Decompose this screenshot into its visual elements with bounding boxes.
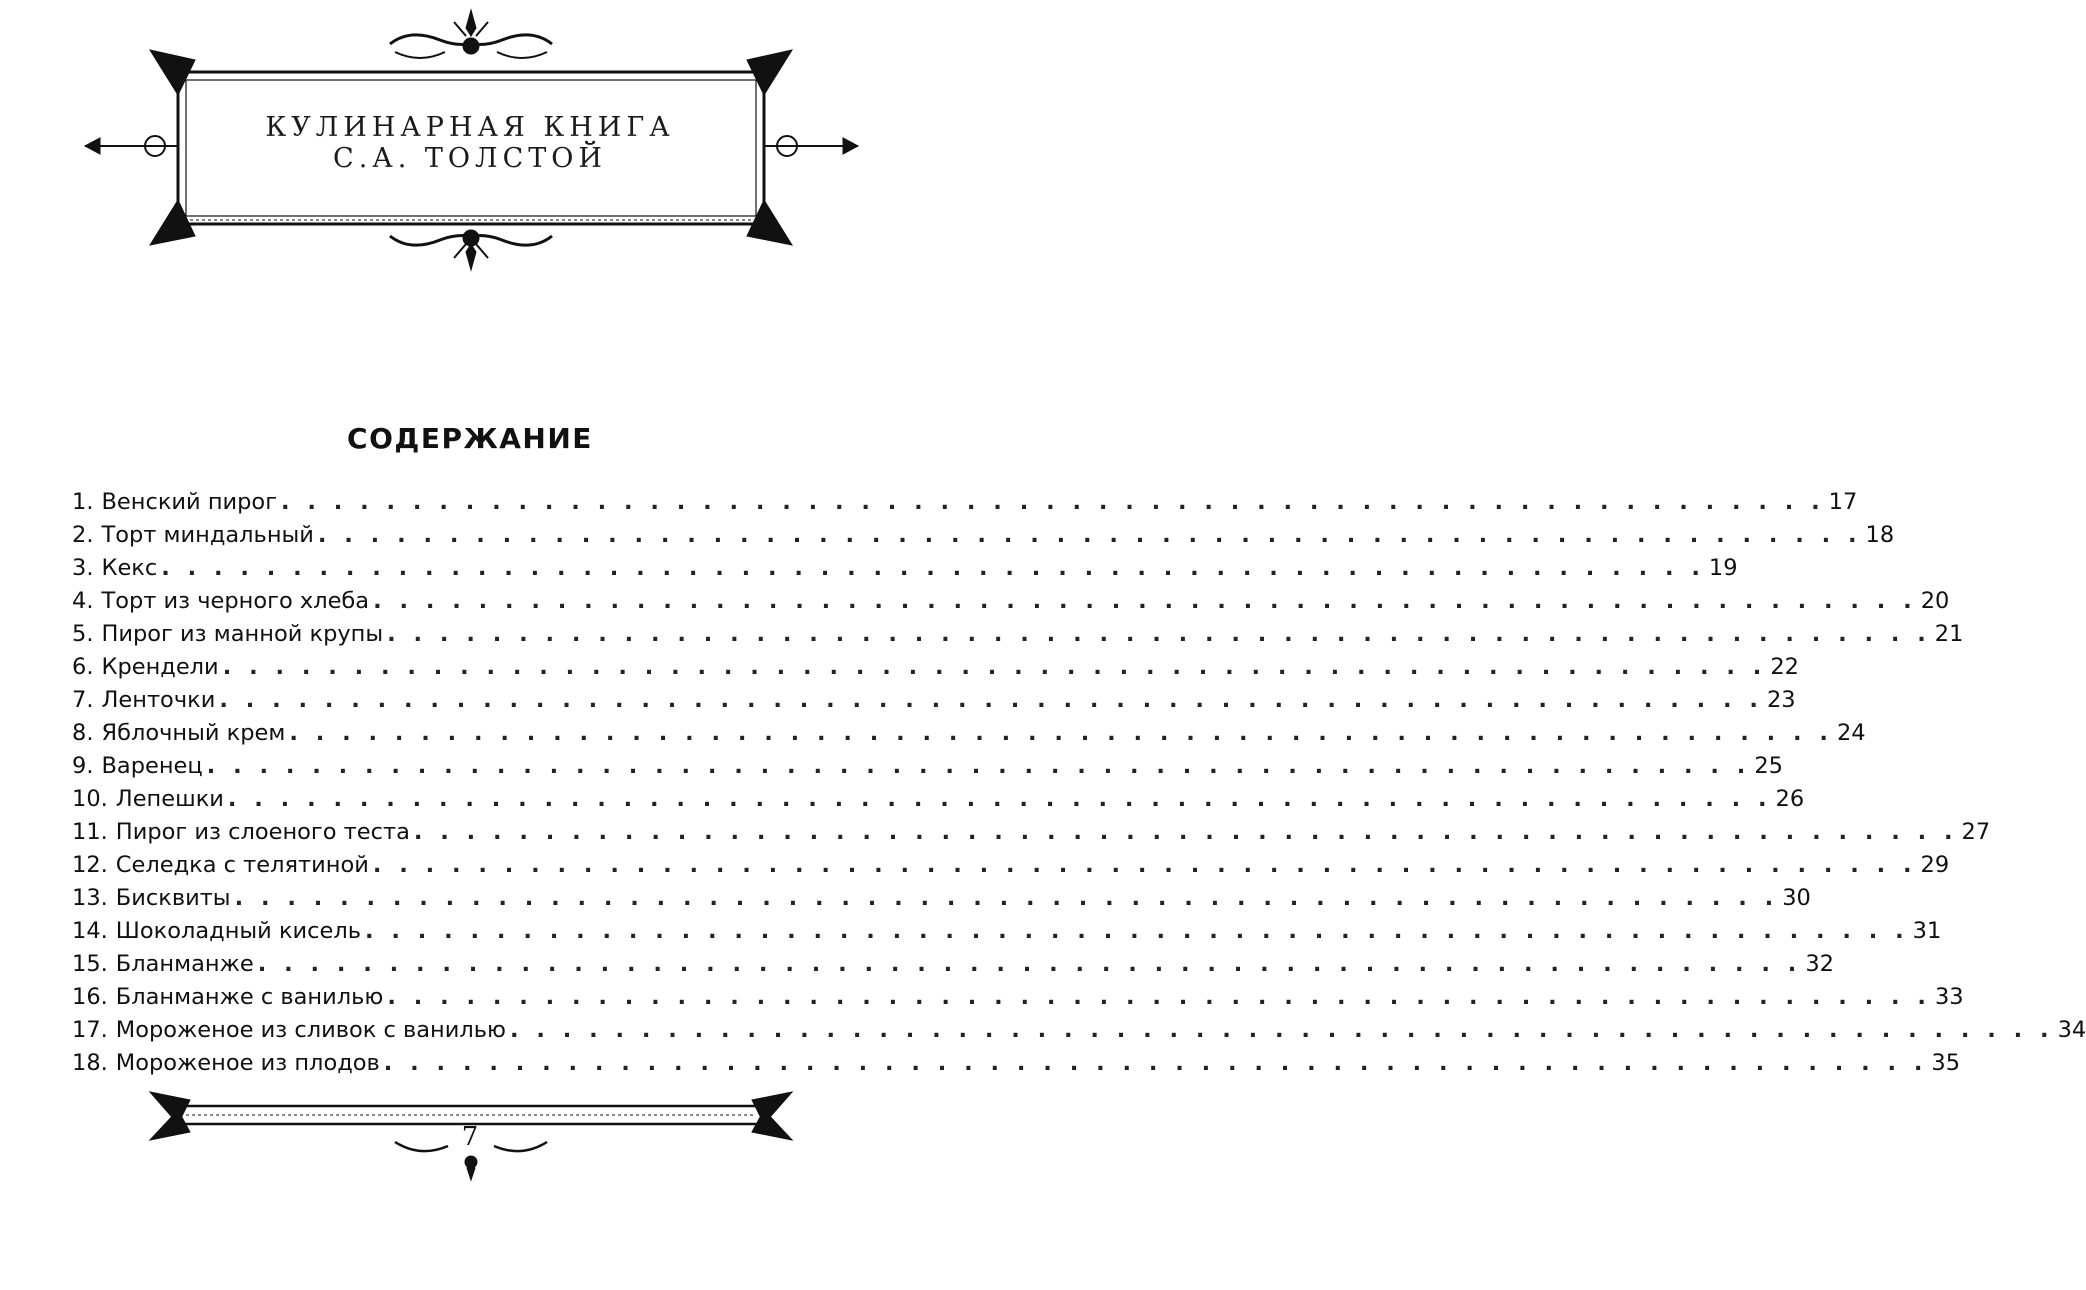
corner-flourish-icon <box>150 200 195 245</box>
entry-title: Бланманже <box>115 951 254 977</box>
entry-title: Яблочный крем <box>101 720 286 746</box>
entry-number: 1. <box>72 489 94 515</box>
entry-page: 33 <box>1934 984 1964 1010</box>
dot-leader: . . . . . . . . . . . . . . . . . . . . . . . . . . . . . . . . . . . . . . . . . . . . . . . . . . . . . . . . . . . <box>257 951 1802 977</box>
entry-title: Пирог из манной крупы <box>101 621 384 647</box>
entry-title: Селедка с телятиной <box>115 852 369 878</box>
entry-title: Ленточки <box>101 687 216 713</box>
toc-entry <box>72 981 1964 1014</box>
entry-title: Варенец <box>101 753 203 779</box>
entry-page: 23 <box>1766 687 1796 713</box>
toc-entry <box>72 519 1895 552</box>
entry-page: 20 <box>1920 588 1950 614</box>
entry-title: Кекс <box>101 555 158 581</box>
dot-leader: . . . . . . . . . . . . . . . . . . . . . . . . . . . . . . . . . . . . . . . . . . . . . . . . . . . . . . . . . . . <box>281 489 1825 515</box>
entry-page: 32 <box>1805 951 1834 977</box>
entry-title: Шоколадный кисель <box>115 918 362 944</box>
toc-heading: СОДЕРЖАНИЕ <box>347 422 593 455</box>
dot-leader: . . . . . . . . . . . . . . . . . . . . . . . . . . . . . . . . . . . . . . . . . . . . . . . . . . . . . . . . . . . <box>161 555 1705 581</box>
toc-entry <box>72 816 1991 849</box>
corner-flourish-icon <box>150 50 195 95</box>
entry-page: 30 <box>1782 885 1811 911</box>
entry-title: Торт миндальный <box>101 522 314 548</box>
entry-number: 10. <box>72 786 108 812</box>
toc-entry <box>72 1047 1961 1080</box>
toc-entry <box>72 651 1799 684</box>
page-number: 7 <box>461 1122 479 1152</box>
entry-page: 21 <box>1934 621 1964 647</box>
toc-entry <box>72 684 1796 717</box>
entry-title: Мороженое из сливок с ванилью <box>115 1017 506 1043</box>
entry-title: Пирог из слоеного теста <box>115 819 410 845</box>
entry-number: 5. <box>72 621 94 647</box>
toc-entry <box>72 552 1738 585</box>
entry-title: Лепешки <box>115 786 224 812</box>
dot-leader: . . . . . . . . . . . . . . . . . . . . . . . . . . . . . . . . . . . . . . . . . . . . . . . . . . . . . . . . . . . <box>234 885 1779 911</box>
dot-leader: . . . . . . . . . . . . . . . . . . . . . . . . . . . . . . . . . . . . . . . . . . . . . . . . . . . . . . . . . . . <box>222 654 1767 680</box>
book-title: КУЛИНАРНАЯ КНИГА <box>265 112 675 143</box>
entry-number: 6. <box>72 654 94 680</box>
table-of-contents <box>72 486 2086 1080</box>
dot-leader: . . . . . . . . . . . . . . . . . . . . . . . . . . . . . . . . . . . . . . . . . . . . . . . . . . . . . . . . . . . <box>219 687 1763 713</box>
entry-number: 13. <box>72 885 108 911</box>
dot-leader: . . . . . . . . . . . . . . . . . . . . . . . . . . . . . . . . . . . . . . . . . . . . . . . . . . . . . . . . . . . <box>206 753 1751 779</box>
top-scroll-ornament-icon <box>390 10 552 58</box>
entry-number: 2. <box>72 522 94 548</box>
entry-title: Бланманже с ванилью <box>115 984 384 1010</box>
entry-title: Венский пирог <box>101 489 278 515</box>
entry-title: Торт из черного хлеба <box>101 588 370 614</box>
dot-leader: . . . . . . . . . . . . . . . . . . . . . . . . . . . . . . . . . . . . . . . . . . . . . . . . . . . . . . . . . . . <box>227 786 1772 812</box>
dot-leader: . . . . . . . . . . . . . . . . . . . . . . . . . . . . . . . . . . . . . . . . . . . . . . . . . . . . . . . . . . . <box>387 621 1931 647</box>
entry-page: 25 <box>1754 753 1783 779</box>
entry-number: 14. <box>72 918 108 944</box>
entry-number: 3. <box>72 555 94 581</box>
toc-entry <box>72 486 1858 519</box>
entry-title: Бисквиты <box>115 885 231 911</box>
entry-page: 35 <box>1931 1050 1961 1076</box>
entry-page: 22 <box>1770 654 1799 680</box>
toc-entry <box>72 783 1805 816</box>
dot-leader: . . . . . . . . . . . . . . . . . . . . . . . . . . . . . . . . . . . . . . . . . . . . . . . . . . . . . . . . . . . <box>372 852 1917 878</box>
dot-leader: . . . . . . . . . . . . . . . . . . . . . . . . . . . . . . . . . . . . . . . . . . . . . . . . . . . . . . . . . . . <box>413 819 1958 845</box>
dot-leader: . . . . . . . . . . . . . . . . . . . . . . . . . . . . . . . . . . . . . . . . . . . . . . . . . . . . . . . . . . . <box>365 918 1909 944</box>
entry-page: 18 <box>1865 522 1895 548</box>
toc-entry <box>72 915 1942 948</box>
book-author: С.А. ТОЛСТОЙ <box>333 143 607 174</box>
toc-entry <box>72 948 1834 981</box>
entry-number: 15. <box>72 951 108 977</box>
entry-page: 27 <box>1961 819 1991 845</box>
entry-number: 12. <box>72 852 108 878</box>
dot-leader: . . . . . . . . . . . . . . . . . . . . . . . . . . . . . . . . . . . . . . . . . . . . . . . . . . . . . . . . . . . <box>317 522 1862 548</box>
dot-leader: . . . . . . . . . . . . . . . . . . . . . . . . . . . . . . . . . . . . . . . . . . . . . . . . . . . . . . . . . . . <box>373 588 1917 614</box>
entry-title: Мороженое из плодов <box>115 1050 380 1076</box>
entry-number: 17. <box>72 1017 108 1043</box>
entry-page: 31 <box>1912 918 1942 944</box>
toc-entry <box>72 750 1783 783</box>
toc-entry <box>72 1014 2086 1047</box>
entry-title: Крендели <box>101 654 219 680</box>
entry-number: 4. <box>72 588 94 614</box>
entry-number: 18. <box>72 1050 108 1076</box>
corner-flourish-icon <box>747 200 792 245</box>
entry-number: 11. <box>72 819 108 845</box>
bottom-scroll-ornament-icon <box>390 230 552 270</box>
entry-number: 8. <box>72 720 94 746</box>
entry-page: 34 <box>2057 1017 2086 1043</box>
entry-page: 19 <box>1708 555 1738 581</box>
entry-number: 9. <box>72 753 94 779</box>
toc-entry <box>72 585 1950 618</box>
entry-page: 26 <box>1775 786 1805 812</box>
dot-leader: . . . . . . . . . . . . . . . . . . . . . . . . . . . . . . . . . . . . . . . . . . . . . . . . . . . . . . . . . . . <box>289 720 1833 746</box>
dot-leader: . . . . . . . . . . . . . . . . . . . . . . . . . . . . . . . . . . . . . . . . . . . . . . . . . . . . . . . . . . . <box>509 1017 2054 1043</box>
toc-entry <box>72 618 1964 651</box>
dot-leader: . . . . . . . . . . . . . . . . . . . . . . . . . . . . . . . . . . . . . . . . . . . . . . . . . . . . . . . . . . . <box>383 1050 1928 1076</box>
entry-number: 7. <box>72 687 94 713</box>
toc-entry <box>72 849 1950 882</box>
entry-number: 16. <box>72 984 108 1010</box>
dot-leader: . . . . . . . . . . . . . . . . . . . . . . . . . . . . . . . . . . . . . . . . . . . . . . . . . . . . . . . . . . . <box>387 984 1931 1010</box>
toc-entry <box>72 882 1811 915</box>
entry-page: 29 <box>1920 852 1950 878</box>
entry-page: 24 <box>1836 720 1866 746</box>
entry-page: 17 <box>1828 489 1858 515</box>
toc-entry <box>72 717 1866 750</box>
corner-flourish-icon <box>747 50 792 95</box>
